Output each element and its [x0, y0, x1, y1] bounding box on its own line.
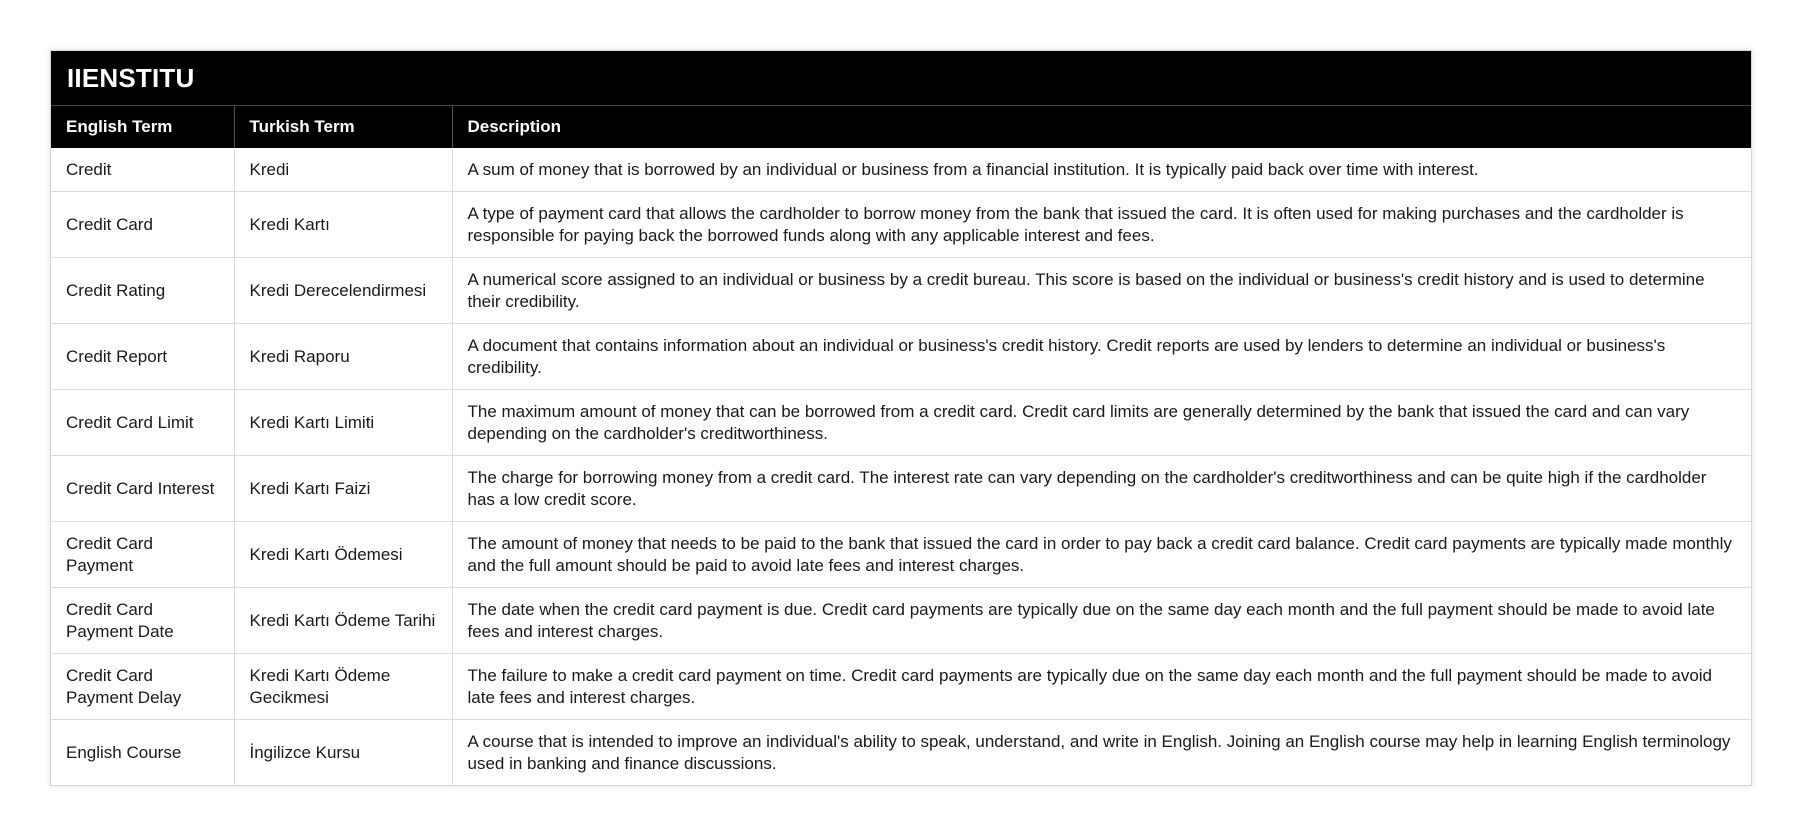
- cell-description: A numerical score assigned to an individual or business by a credit bureau. This score is based on the individual or business's credit history and is used to determine their credibility.: [452, 258, 1751, 324]
- header-english-term: English Term: [51, 106, 234, 148]
- cell-description: A type of payment card that allows the cardholder to borrow money from the bank that issued the card. It is often used for making purchases and the cardholder is responsible for paying back the borrowed funds along with any applicable interest and fees.: [452, 192, 1751, 258]
- cell-english-term: English Course: [51, 720, 234, 786]
- table-row: [51, 522, 1751, 588]
- glossary-table-card: [50, 50, 1752, 786]
- table-row: [51, 258, 1751, 324]
- header-description: Description: [452, 106, 1751, 148]
- table-row: [51, 324, 1751, 390]
- cell-english-term: Credit Card Payment: [51, 522, 234, 588]
- cell-english-term: Credit Card Payment Delay: [51, 654, 234, 720]
- table-row: [51, 192, 1751, 258]
- table-row: [51, 148, 1751, 192]
- cell-english-term: Credit Card Payment Date: [51, 588, 234, 654]
- cell-english-term: Credit: [51, 148, 234, 192]
- table-row: [51, 720, 1751, 786]
- cell-turkish-term: İngilizce Kursu: [234, 720, 452, 786]
- brand-title: IIENSTITU: [51, 51, 1751, 106]
- cell-description: A document that contains information about an individual or business's credit history. Credit reports are used by lenders to determine an individual or business's credibility.: [452, 324, 1751, 390]
- cell-description: The maximum amount of money that can be borrowed from a credit card. Credit card limits are generally determined by the bank that issued the card and can vary depending on the cardholder's creditworthiness.: [452, 390, 1751, 456]
- cell-description: A course that is intended to improve an individual's ability to speak, understand, and write in English. Joining an English course may help in learning English terminology used in banking and finance discussions.: [452, 720, 1751, 786]
- table-row: [51, 588, 1751, 654]
- cell-turkish-term: Kredi Kartı Limiti: [234, 390, 452, 456]
- cell-english-term: Credit Rating: [51, 258, 234, 324]
- cell-turkish-term: Kredi Kartı: [234, 192, 452, 258]
- cell-turkish-term: Kredi Raporu: [234, 324, 452, 390]
- cell-description: The charge for borrowing money from a credit card. The interest rate can vary depending on the cardholder's creditworthiness and can be quite high if the cardholder has a low credit score.: [452, 456, 1751, 522]
- header-turkish-term: Turkish Term: [234, 106, 452, 148]
- cell-turkish-term: Kredi Kartı Ödeme Gecikmesi: [234, 654, 452, 720]
- cell-turkish-term: Kredi Kartı Ödeme Tarihi: [234, 588, 452, 654]
- cell-turkish-term: Kredi Kartı Ödemesi: [234, 522, 452, 588]
- glossary-table: [51, 106, 1751, 785]
- cell-english-term: Credit Card Interest: [51, 456, 234, 522]
- table-row: [51, 654, 1751, 720]
- cell-english-term: Credit Card Limit: [51, 390, 234, 456]
- cell-turkish-term: Kredi: [234, 148, 452, 192]
- cell-description: The amount of money that needs to be paid to the bank that issued the card in order to pay back a credit card balance. Credit card payments are typically made monthly and the full amount should be paid to avoid late fees and interest charges.: [452, 522, 1751, 588]
- table-body: [51, 148, 1751, 785]
- table-header: [51, 106, 1751, 148]
- cell-description: The date when the credit card payment is due. Credit card payments are typically due on the same day each month and the full payment should be made to avoid late fees and interest charges.: [452, 588, 1751, 654]
- cell-description: A sum of money that is borrowed by an individual or business from a financial institution. It is typically paid back over time with interest.: [467, 159, 1479, 179]
- header-row: [51, 106, 1751, 148]
- table-row: [51, 456, 1751, 522]
- table-row: [51, 390, 1751, 456]
- cell-turkish-term: Kredi Derecelendirmesi: [234, 258, 452, 324]
- cell-english-term: Credit Report: [51, 324, 234, 390]
- cell-turkish-term: Kredi Kartı Faizi: [234, 456, 452, 522]
- cell-description: The failure to make a credit card payment on time. Credit card payments are typically due on the same day each month and the full payment should be made to avoid late fees and interest charges.: [452, 654, 1751, 720]
- cell-english-term: Credit Card: [51, 192, 234, 258]
